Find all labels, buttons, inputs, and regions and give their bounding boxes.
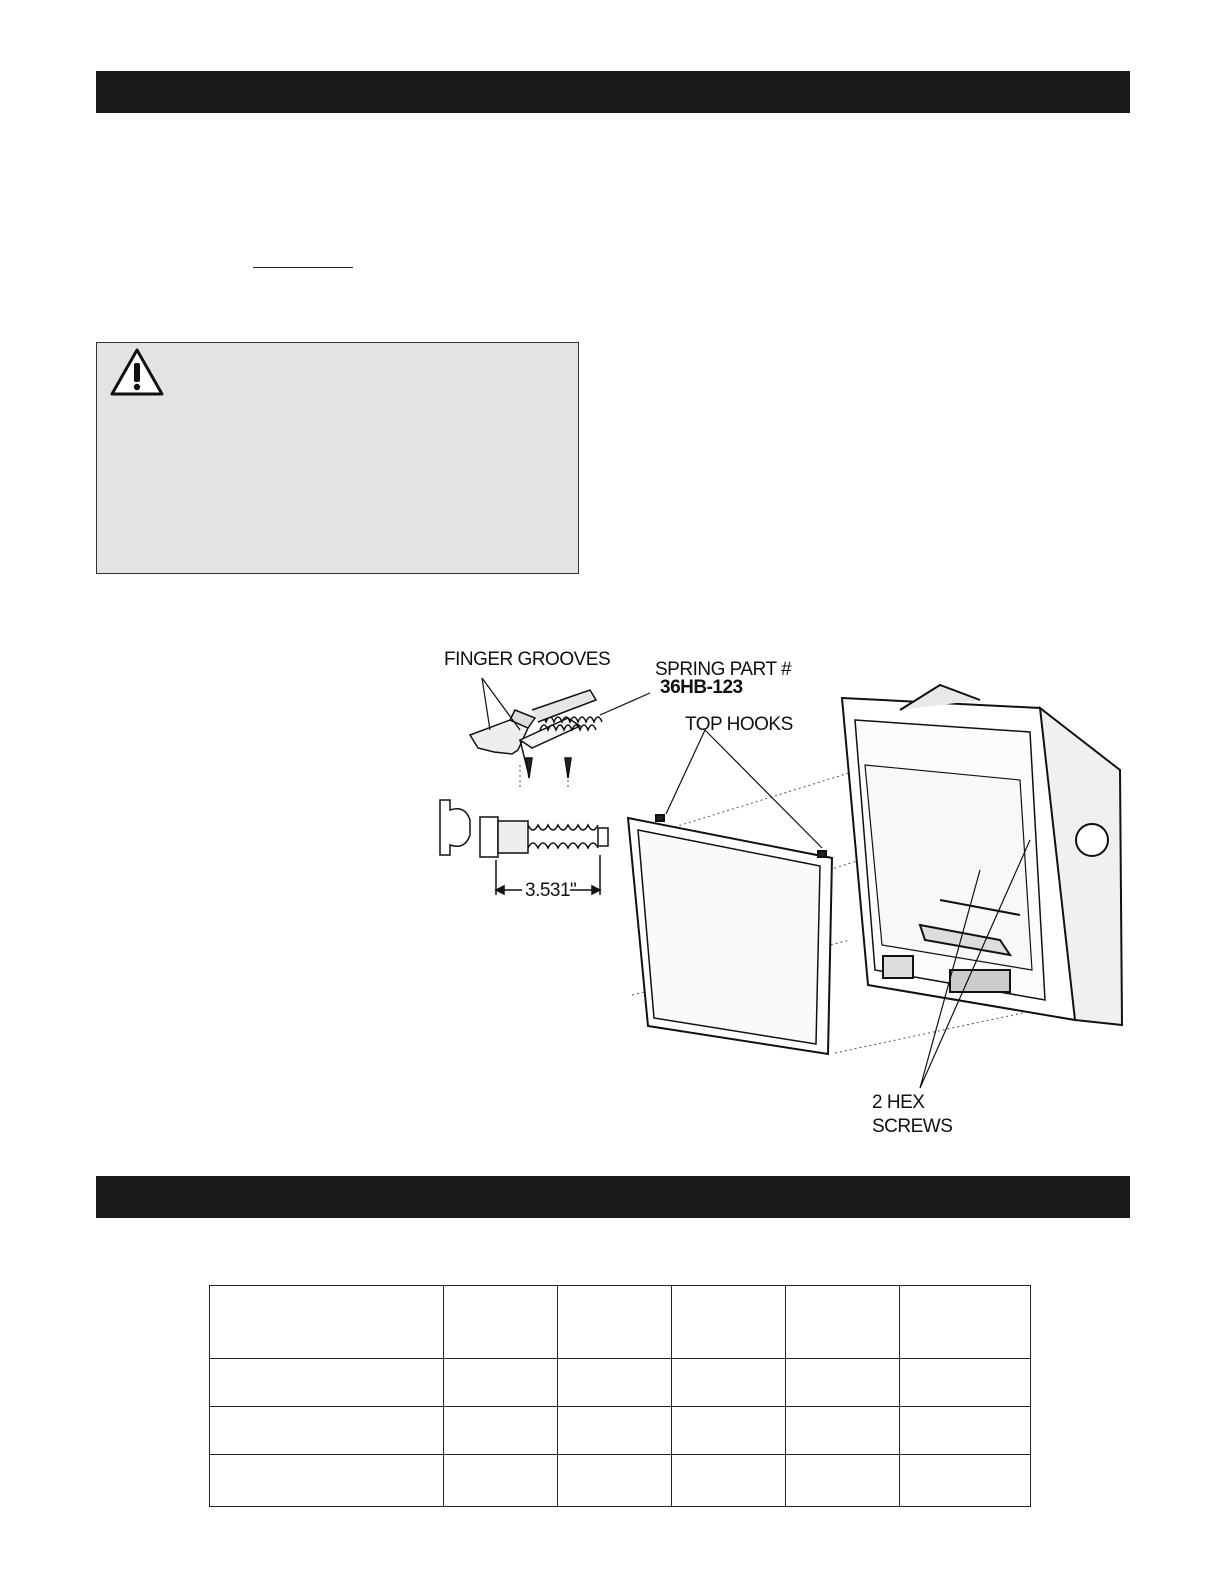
section-header-bar-2 [96,1176,1130,1218]
table-cell [672,1359,786,1407]
underlined-text-rule [253,267,353,268]
warning-box [96,342,579,574]
spring-part-label: SPRING PART # [655,659,792,680]
table-cell [558,1359,672,1407]
table-cell [900,1286,1031,1359]
hex-screws-label: 2 HEX [872,1092,925,1113]
table-row [210,1455,1031,1507]
spring-part-number: 36HB-123 [660,677,743,698]
table-cell [444,1286,558,1359]
glass-door-frame [628,815,832,1054]
door-installation-diagram [420,640,1150,1160]
table-row [210,1407,1031,1455]
table-cell [444,1407,558,1455]
finger-grooves-label: FINGER GROOVES [444,649,611,670]
table-cell [210,1286,444,1359]
section-header-bar [96,71,1130,113]
table-cell [210,1455,444,1507]
table-cell [558,1455,672,1507]
fireplace-firebox [842,685,1122,1025]
table-cell [786,1455,900,1507]
table-cell [210,1407,444,1455]
spec-table [209,1285,1031,1507]
table-header-row [210,1286,1031,1359]
table-cell [786,1407,900,1455]
table-cell [444,1359,558,1407]
table-cell [672,1407,786,1455]
table-cell [672,1455,786,1507]
hex-screws-label-2: SCREWS [872,1116,953,1137]
table-cell [786,1286,900,1359]
table-cell [558,1407,672,1455]
top-hooks-label: TOP HOOKS [685,714,793,735]
table-cell [786,1359,900,1407]
table-cell [672,1286,786,1359]
table-cell [900,1359,1031,1407]
spring-hinge-flat [440,800,608,895]
dimension-label: 3.531" [525,880,577,901]
table-cell [444,1455,558,1507]
table-cell [210,1359,444,1407]
table-cell [900,1455,1031,1507]
warning-triangle-icon [109,347,165,397]
table-row [210,1359,1031,1407]
spring-hinge-isometric [470,690,602,778]
table-cell [900,1407,1031,1455]
table-cell [558,1286,672,1359]
